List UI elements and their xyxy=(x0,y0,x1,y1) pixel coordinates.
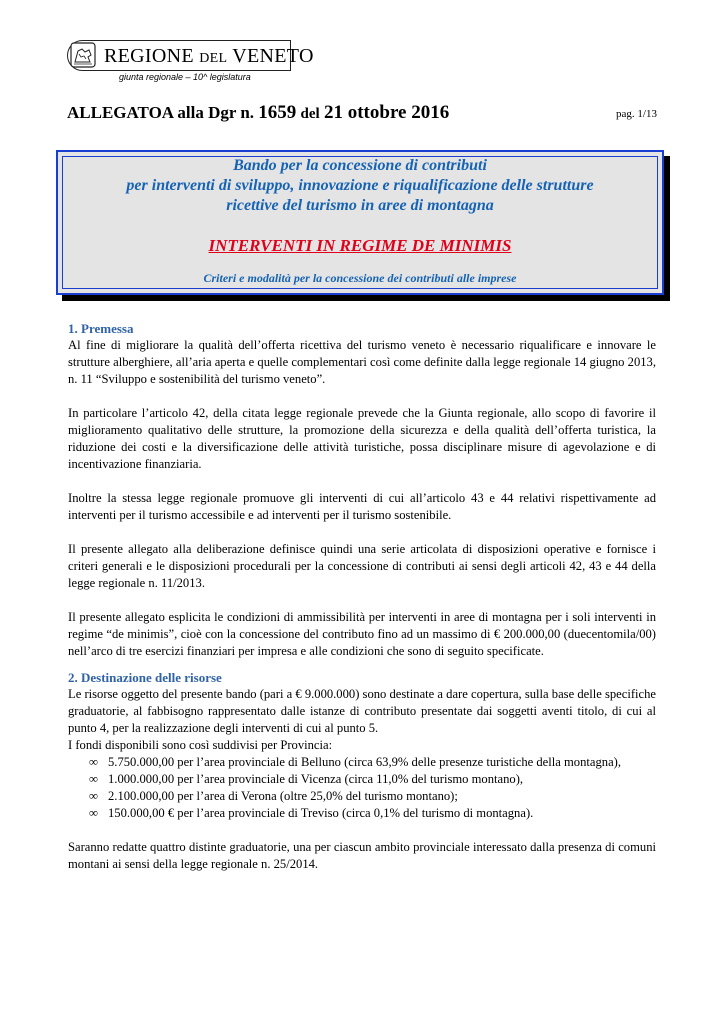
document-heading xyxy=(67,102,657,124)
bando-title-line-2: per interventi di sviluppo, innovazione e riqualificazione delle strutture xyxy=(126,177,594,194)
section-2-title: 2. Destinazione delle risorse xyxy=(68,670,222,685)
page-number: pag. 1/13 xyxy=(616,108,657,120)
logo-name-suffix: VENETO xyxy=(232,45,314,67)
region-logo xyxy=(67,40,314,82)
logo-frame xyxy=(67,40,314,71)
infinity-bullet-icon: ∞ xyxy=(89,806,98,820)
section-1-paragraph-5: Il presente allegato esplicita le condizioni di ammissibilità per interventi in aree di montagna per i soli interventi in regime “de minimis”, cioè con la concessione del contributo fino ad un massimo di € 200.000,00 (duecentomila/00) nell’arco di tre esercizi finanziari per impresa e alle condizioni che sono di seguito specificate. xyxy=(68,610,656,658)
list-item xyxy=(68,771,656,788)
bando-title-line-1: Bando per la concessione di contributi xyxy=(233,157,487,174)
heading-prefix: ALLEGATOA alla Dgr n. xyxy=(67,103,255,122)
logo-name-prefix: REGIONE xyxy=(104,45,194,67)
list-item xyxy=(68,805,656,822)
dgr-date: 21 ottobre 2016 xyxy=(323,102,450,123)
section-1-paragraph-2: In particolare l’articolo 42, della citata legge regionale prevede che la Giunta regionale, allo scopo di favorire il miglioramento qualitativo delle strutture, la promozione della sicurezza e della qualità dell’offerta turistica, la riduzione dei costi e la diversificazione delle attività turistiche, possa disciplinare misure di agevolazione e di incentivazione finanziaria. xyxy=(68,406,656,471)
title-box xyxy=(56,150,664,295)
infinity-bullet-icon: ∞ xyxy=(89,789,98,803)
infinity-bullet-icon: ∞ xyxy=(89,772,98,786)
infinity-bullet-icon: ∞ xyxy=(89,755,98,769)
list-item-text: 150.000,00 € per l’area provinciale di Treviso (circa 0,1% del turismo di montagna). xyxy=(108,806,534,820)
logo-text xyxy=(104,45,314,70)
section-2-paragraph-1: Le risorse oggetto del presente bando (pari a € 9.000.000) sono destinate a dare copertura, sulla base delle specifiche graduatorie, al fabbisogno rappresentato dalle istanze di contributo presentate dai soggetti aventi titolo, di cui al punto 4, per la realizzazione degli interventi di cui al punto 5. xyxy=(68,687,656,735)
lion-crest-icon xyxy=(70,42,96,68)
logo-name-del: DEL xyxy=(199,51,228,66)
list-item-text: 5.750.000,00 per l’area provinciale di Belluno (circa 63,9% delle presenze turistiche della montagna), xyxy=(108,755,622,769)
bando-title xyxy=(58,156,662,216)
list-item xyxy=(68,754,656,771)
heading-title xyxy=(67,102,449,124)
dgr-number: 1659 xyxy=(258,102,297,123)
document-body xyxy=(68,320,656,873)
logo-subtitle: giunta regionale – 10^ legislatura xyxy=(119,72,251,82)
list-item-text: 1.000.000,00 per l’area provinciale di Vicenza (circa 11,0% del turismo montano), xyxy=(108,772,524,786)
section-1-paragraph-1: Al fine di migliorare la qualità dell’offerta ricettiva del turismo veneto è necessario riqualificare e innovare le strutture alberghiere, all’aria aperta e quelle complementari così come definite dalla legge regionale 14 giugno 2013, n. 11 “Sviluppo e sostenibilità del turismo veneto”. xyxy=(68,338,656,386)
list-item-text: 2.100.000,00 per l’area di Verona (oltre 25,0% del turismo montano); xyxy=(108,789,458,803)
section-2-paragraph-2: I fondi disponibili sono così suddivisi per Provincia: xyxy=(68,738,333,752)
section-1-title: 1. Premessa xyxy=(68,321,134,336)
section-1-paragraph-3: Inoltre la stessa legge regionale promuove gli interventi di cui all’articolo 43 e 44 relativi rispettivamente ad interventi per il turismo accessibile e ad interventi per il turismo sostenibile. xyxy=(68,491,656,522)
bando-title-line-3: ricettive del turismo in aree di montagna xyxy=(226,197,494,214)
section-1-paragraph-4: Il presente allegato alla deliberazione definisce quindi una serie articolata di disposizioni operative e fornisce i criteri generali e le disposizioni procedurali per la concessione di contributi ai sensi degli articoli 42, 43 e 44 della legge regionale n. 11/2013. xyxy=(68,542,656,590)
province-funds-list xyxy=(68,754,656,822)
heading-del: del xyxy=(300,106,320,122)
section-2-paragraph-3: Saranno redatte quattro distinte graduatorie, una per ciascun ambito provinciale interessato dalla presenza di comuni montani ai sensi della legge regionale n. 25/2014. xyxy=(68,840,656,871)
list-item xyxy=(68,788,656,805)
bando-subtitle: Criteri e modalità per la concessione dei contributi alle imprese xyxy=(203,271,517,285)
regime-title: INTERVENTI IN REGIME DE MINIMIS xyxy=(208,236,512,255)
